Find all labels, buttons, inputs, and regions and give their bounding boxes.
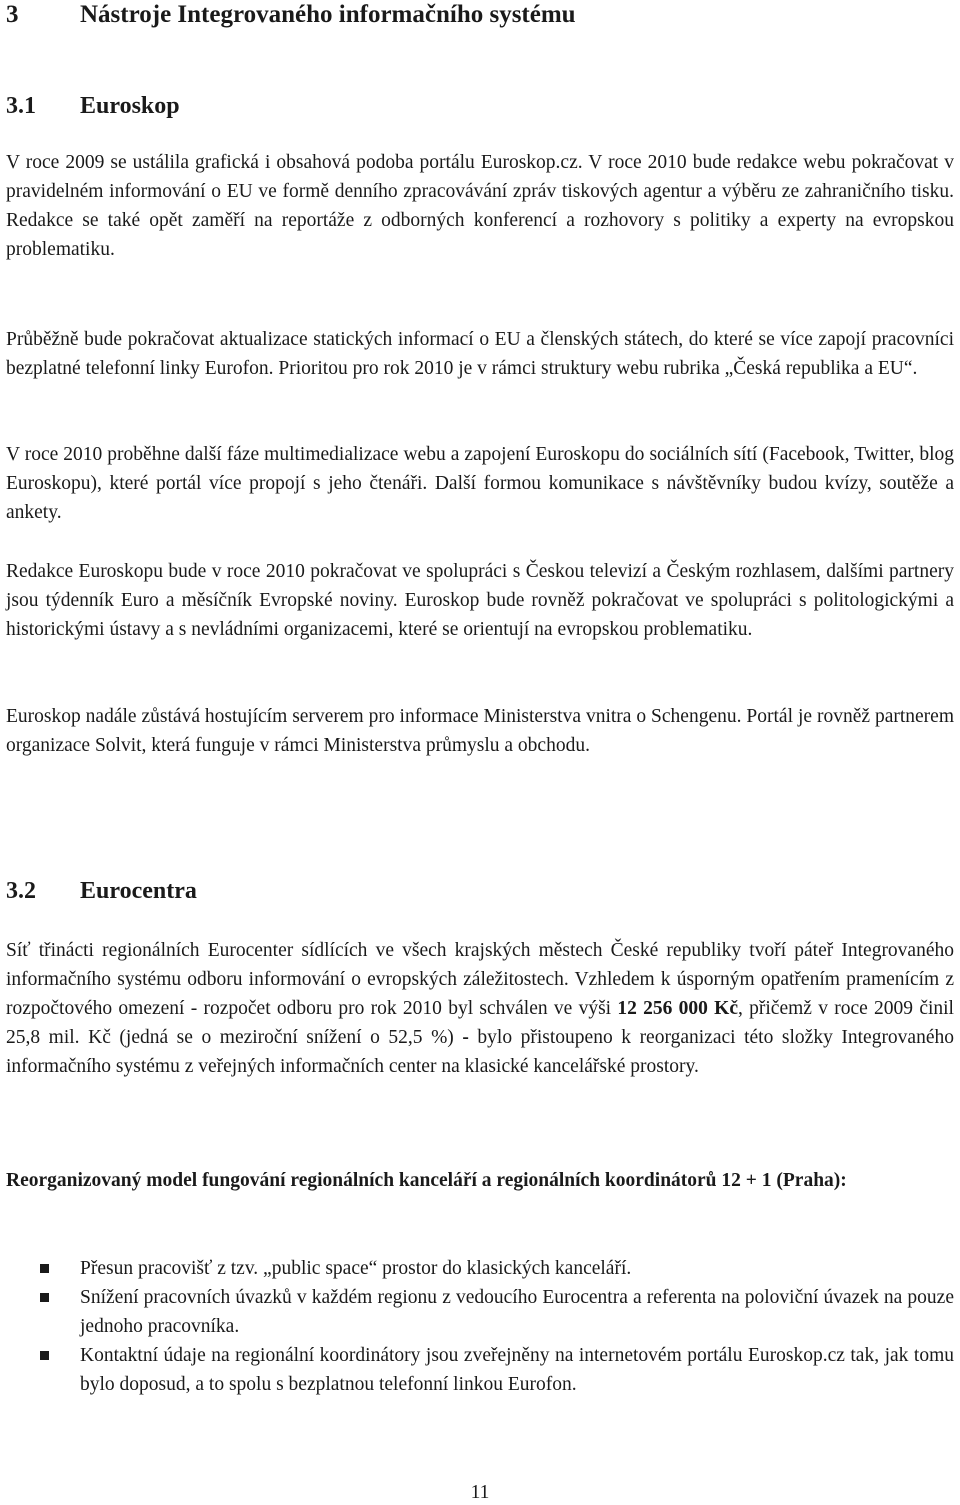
square-bullet-icon [40, 1293, 49, 1302]
section-title: Euroskop [80, 93, 180, 119]
paragraph [6, 936, 954, 1081]
list-item [6, 1283, 954, 1341]
bullet-list [6, 1254, 954, 1399]
paragraph: V roce 2010 proběhne další fáze multimedializace webu a zapojení Euroskopu do sociálních sítí (Facebook, Twitter, blog Euroskopu), které portál více propojí s jeho čtenáři. Další formou komunikace s návštěvníky budou kvízy, soutěže a ankety. [6, 444, 954, 523]
budget-amount: 12 256 000 Kč [617, 998, 738, 1019]
chapter-title: Nástroje Integrovaného informačního systému [80, 1, 576, 28]
paragraph-text: bylo přistoupeno k reorganizaci této složky Integrovaného informačního systému z veřejných informačních center na klasické kancelářské prostory. [6, 1027, 954, 1077]
square-bullet-icon [40, 1264, 49, 1273]
list-item-text: Snížení pracovních úvazků v každém regionu z vedoucího Eurocentra a referenta na poloviční úvazek na pouze jednoho pracovníka. [80, 1287, 954, 1337]
paragraph: Průběžně bude pokračovat aktualizace statických informací o EU a členských státech, do které se více zapojí pracovníci bezplatné telefonní linky Eurofon. Prioritou pro rok 2010 je v rámci struktury webu rubrika „Česká republika a EU“. [6, 329, 954, 379]
list-item [6, 1341, 954, 1399]
square-bullet-icon [40, 1351, 49, 1360]
section-heading-3-2 [6, 876, 197, 906]
list-item-text: Kontaktní údaje na regionální koordinátory jsou zveřejněny na internetovém portálu Euroskop.cz tak, jak tomu bylo doposud, a to spolu s bezplatnou telefonní linkou Eurofon. [80, 1345, 954, 1395]
section-number: 3.1 [6, 93, 36, 119]
chapter-number: 3 [6, 1, 19, 28]
paragraph-text: , přičemž v roce 2009 činil 25,8 mil. Kč (jedná se o meziroční snížení o 52,5 %) [6, 998, 954, 1048]
list-item-text: Přesun pracovišť z tzv. „public space“ prostor do klasických kanceláří. [80, 1258, 632, 1279]
paragraph: V roce 2009 se ustálila grafická i obsahová podoba portálu Euroskop.cz. V roce 2010 bude redakce webu pokračovat v pravidelném informování o EU ve formě denního zpracovávání zpráv tiskových agentur a výběru ze zahraničního tisku. Redakce se také opět zaměří na reportáže z odborných konferencí a rozhovory s politiky a experty na evropskou problematiku. [6, 152, 954, 260]
chapter-heading [6, 0, 576, 30]
page-number: 11 [470, 1482, 490, 1503]
bold-subheading: Reorganizovaný model fungování regionálních kanceláří a regionálních koordinátorů 12 + 1 (Praha): [6, 1170, 847, 1191]
paragraph: Euroskop nadále zůstává hostujícím serverem pro informace Ministerstva vnitra o Schengenu. Portál je rovněž partnerem organizace Solvit, která funguje v rámci Ministerstva průmyslu a obchodu. [6, 706, 954, 756]
list-item [6, 1254, 954, 1283]
paragraph-text: Síť třinácti regionálních Eurocenter sídlících ve všech krajských městech České republiky tvoří páteř Integrovaného informačního systému odboru informování o evropských záležitostech. Vzhledem k úsporným opatřením pramenícím z rozpočtového omezení - rozpočet odboru pro rok 2010 byl schválen ve výši [6, 940, 954, 1019]
section-title: Eurocentra [80, 878, 197, 904]
paragraph: Redakce Euroskopu bude v roce 2010 pokračovat ve spolupráci s Českou televizí a Českým rozhlasem, dalšími partnery jsou týdenník Euro a měsíčník Evropské noviny. Euroskop bude rovněž pokračovat ve spolupráci s politologickými a historickými ústavy a s nevládními organizacemi, které se orientují na evropskou problematiku. [6, 561, 954, 640]
section-heading-3-1 [6, 91, 180, 121]
section-number: 3.2 [6, 878, 36, 904]
dash: - [462, 1027, 469, 1048]
